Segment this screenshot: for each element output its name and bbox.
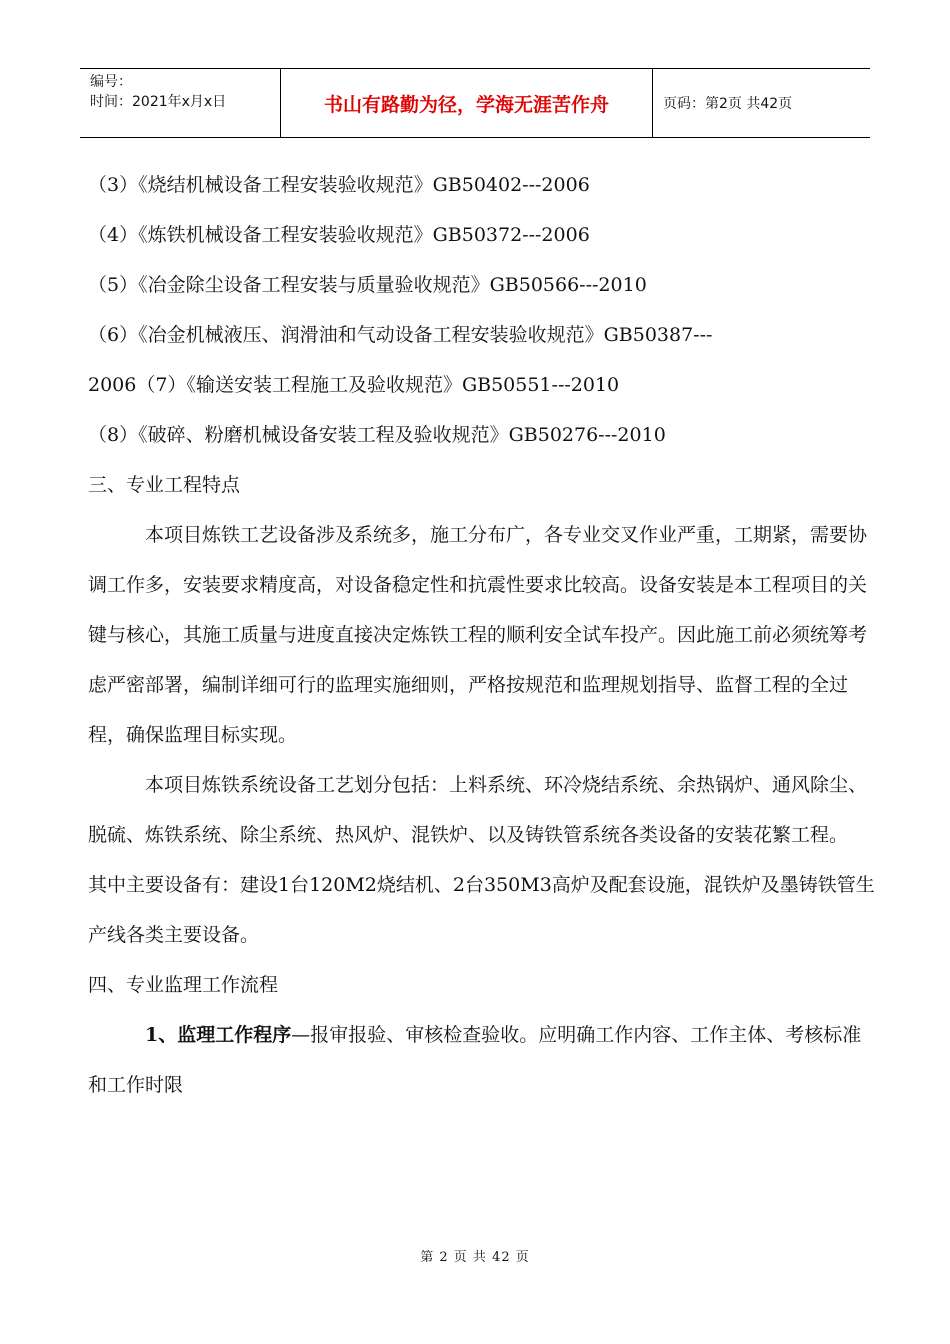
standard-item-4: （4）《炼铁机械设备工程安装验收规范》GB50372---2006 [88, 224, 590, 246]
standard-item-8: （8）《破碎、粉磨机械设备安装工程及验收规范》GB50276---2010 [88, 424, 666, 446]
procedure-description: —报审报验、审核检查验收。应明确工作内容、工作主体、考核标准和工作时限 [88, 1024, 862, 1096]
document-time: 时间：2021年x月x日 [90, 94, 227, 110]
paragraph-system-division: 本项目炼铁系统设备工艺划分包括：上料系统、环冷烧结系统、余热锅炉、通风除尘、脱硫、炼铁系统、除尘系统、热风炉、混铁炉、以及铸铁管系统各类设备的安装花繁工程。 [88, 774, 868, 846]
paragraph-project-features: 本项目炼铁工艺设备涉及系统多，施工分布广，各专业交叉作业严重，工期紧，需要协调工作多，安装要求精度高，对设备稳定性和抗震性要求比较高。设备安装是本工程项目的关键与核心，其施工质量与进度直接决定炼铁工程的顺利安全试车投产。因此施工前必须统筹考虑严密部署，编制详细可行的监理实施细则，严格按规范和监理规划指导、监督工程的全过程，确保监理目标实现。 [88, 524, 868, 746]
header-page-info: 页码：第2页 共42页 [663, 96, 793, 112]
page-footer: 第 2 页 共 42 页 [420, 1250, 530, 1265]
header-motto: 书山有路勤为径，学海无涯苦作舟 [281, 69, 653, 137]
section-4-heading: 四、专业监理工作流程 [88, 974, 279, 996]
standard-item-5: （5）《冶金除尘设备工程安装与质量验收规范》GB50566---2010 [88, 274, 647, 296]
paragraph-main-equipment: 其中主要设备有：建设1台120M2烧结机、2台350M3高炉及配套设施，混铁炉及墨铸铁管生产线各类主要设备。 [88, 874, 875, 946]
section-3-heading: 三、专业工程特点 [88, 474, 241, 496]
paragraph-procedure [88, 1010, 878, 1110]
procedure-lead: 1、监理工作程序 [145, 1024, 292, 1046]
standard-item-3: （3）《烧结机械设备工程安装验收规范》GB50402---2006 [88, 174, 590, 196]
page-header [80, 68, 870, 138]
standard-item-6-line1: （6）《冶金机械液压、润滑油和气动设备工程安装验收规范》GB50387--- [88, 324, 713, 346]
document-body [88, 160, 878, 1110]
header-meta [80, 69, 281, 137]
document-number-label: 编号： [90, 74, 132, 90]
standard-item-6-line2: 2006（7）《输送安装工程施工及验收规范》GB50551---2010 [88, 374, 620, 396]
